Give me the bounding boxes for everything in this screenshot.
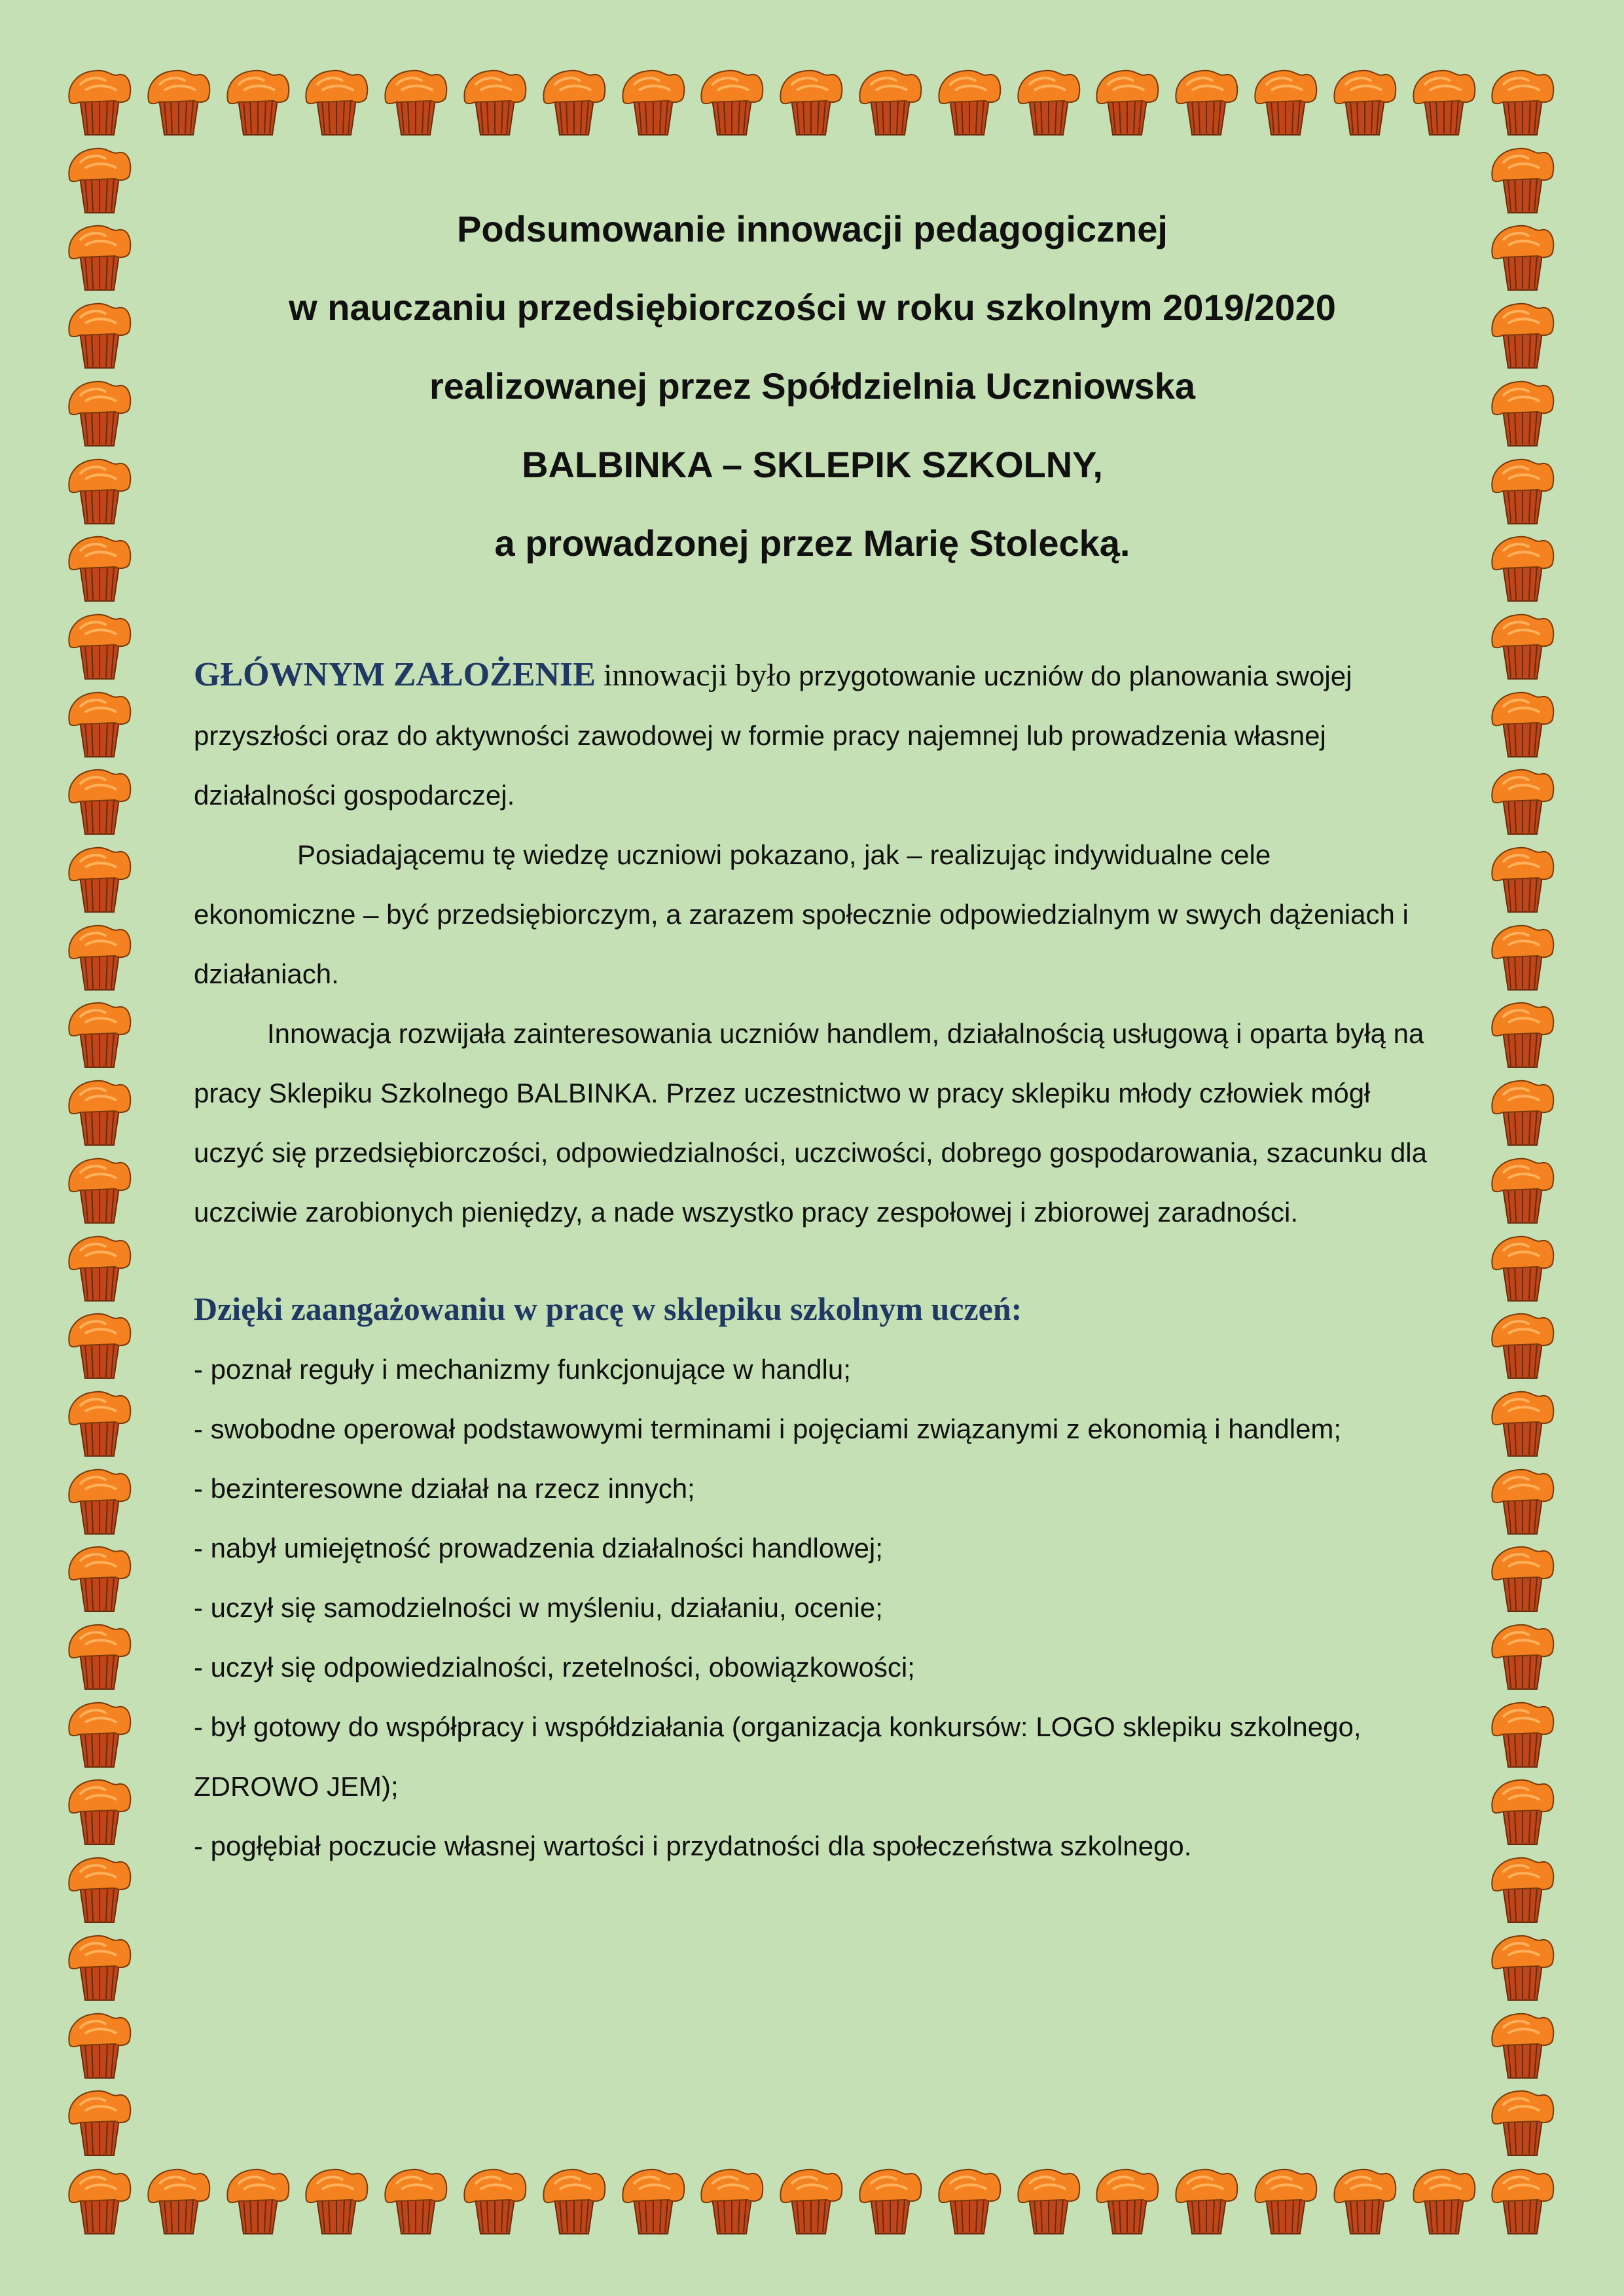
muffin-icon <box>1489 299 1557 371</box>
muffin-icon <box>1489 920 1557 993</box>
muffin-icon <box>777 65 845 137</box>
muffin-icon <box>1252 2164 1320 2236</box>
muffin-icon <box>461 2164 529 2236</box>
muffin-icon <box>1015 2164 1083 2236</box>
muffin-icon <box>65 2164 134 2236</box>
muffin-icon <box>935 2164 1003 2236</box>
muffin-icon <box>1489 1387 1557 1459</box>
muffin-icon <box>65 1231 134 1303</box>
muffin-icon <box>1489 1465 1557 1537</box>
muffin-icon <box>856 2164 924 2236</box>
muffin-icon <box>1489 376 1557 448</box>
intro-serif-part: innowacji było <box>595 658 791 693</box>
muffin-icon <box>856 65 924 137</box>
muffin-icon <box>1489 1775 1557 1847</box>
title-line-2: w nauczaniu przedsiębiorczości w roku szkolnym 2019/2020 <box>289 287 1336 328</box>
muffin-icon <box>65 1853 134 1925</box>
muffin-icon <box>1489 1853 1557 1925</box>
list-item: - poznał reguły i mechanizmy funkcjonujące w handlu; <box>194 1354 851 1385</box>
intro-rest: przygotowanie uczniów do planowania swojej przyszłości oraz do aktywności zawodowej w formie pracy najemnej lub prowadzenia własnej działalności gospodarczej. <box>194 661 1352 811</box>
muffin-icon <box>619 65 687 137</box>
muffin-icon <box>382 2164 450 2236</box>
muffin-icon <box>145 65 213 137</box>
title-block <box>194 190 1431 583</box>
title-line-1: Podsumowanie innowacji pedagogicznej <box>457 208 1168 249</box>
muffin-icon <box>698 2164 766 2236</box>
muffin-icon <box>1489 1698 1557 1770</box>
muffin-icon <box>1489 2086 1557 2158</box>
benefits-list <box>194 1339 1431 1876</box>
muffin-icon <box>65 1620 134 1692</box>
muffin-icon <box>65 920 134 993</box>
muffin-icon <box>1489 221 1557 293</box>
muffin-icon <box>1489 454 1557 526</box>
muffin-icon <box>65 299 134 371</box>
muffin-icon <box>777 2164 845 2236</box>
title-line-5: a prowadzonej przez Marię Stolecką. <box>494 522 1130 564</box>
intro-paragraph <box>194 645 1431 825</box>
muffin-icon <box>65 2009 134 2081</box>
muffin-icon <box>65 2086 134 2158</box>
muffin-icon <box>65 65 134 137</box>
muffin-icon <box>65 1309 134 1381</box>
list-item: - swobodne operował podstawowymi terminami i pojęciami związanymi z ekonomią i handlem; <box>194 1413 1342 1444</box>
muffin-icon <box>1410 2164 1478 2236</box>
muffin-icon <box>65 1465 134 1537</box>
muffin-icon <box>65 532 134 604</box>
list-item: - uczył się samodzielności w myśleniu, działaniu, ocenie; <box>194 1592 883 1623</box>
muffin-icon <box>65 221 134 293</box>
muffin-icon <box>65 1542 134 1614</box>
muffin-icon <box>1489 532 1557 604</box>
muffin-icon <box>461 65 529 137</box>
muffin-icon <box>65 376 134 448</box>
title-line-3: realizowanej przez Spółdzielnia Uczniowska <box>429 365 1196 407</box>
muffin-icon <box>1489 610 1557 682</box>
muffin-icon <box>1410 65 1478 137</box>
muffin-icon <box>382 65 450 137</box>
muffin-icon <box>65 998 134 1070</box>
muffin-icon <box>65 1698 134 1770</box>
muffin-icon <box>935 65 1003 137</box>
section-heading: Dzięki zaangażowaniu w pracę w sklepiku szkolnym uczeń: <box>194 1290 1022 1327</box>
paragraph-3: Innowacja rozwijała zainteresowania uczniów handlem, działalnością usługową i oparta byłą na pracy Sklepiku Szkolnego BALBINKA. Przez uczestnictwo w pracy sklepiku młody człowiek mógł uczyć się przedsiębiorczości, odpowiedzialności, uczciwości, dobrego gospodarowania, szacunku dla uczciwie zarobionych pieniędzy, a nade wszystko pracy zespołowej i zbiorowej zaradności. <box>194 1018 1427 1228</box>
intro-lead: GŁÓWNYM ZAŁOŻENIE <box>194 656 596 693</box>
muffin-icon <box>540 2164 608 2236</box>
muffin-icon <box>65 143 134 215</box>
title-line-4: BALBINKA – SKLEPIK SZKOLNY, <box>522 444 1103 485</box>
muffin-icon <box>302 2164 370 2236</box>
list-item: - bezinteresowne działał na rzecz innych; <box>194 1473 695 1504</box>
muffin-icon <box>1489 1931 1557 2003</box>
list-item: - pogłębiał poczucie własnej wartości i przydatności dla społeczeństwa szkolnego. <box>194 1831 1192 1861</box>
muffin-icon <box>1489 2164 1557 2236</box>
muffin-icon <box>1172 2164 1240 2236</box>
muffin-icon <box>1489 998 1557 1070</box>
muffin-icon <box>1172 65 1240 137</box>
muffin-icon <box>1489 1542 1557 1614</box>
muffin-icon <box>224 2164 292 2236</box>
muffin-icon <box>65 687 134 759</box>
list-item: - uczył się odpowiedzialności, rzetelności, obowiązkowości; <box>194 1652 915 1683</box>
muffin-icon <box>619 2164 687 2236</box>
muffin-icon <box>1489 2009 1557 2081</box>
muffin-icon <box>698 65 766 137</box>
muffin-icon <box>1331 2164 1399 2236</box>
muffin-icon <box>224 65 292 137</box>
list-item: - był gotowy do współpracy i współdziałania (organizacja konkursów: LOGO sklepiku szkolnego, ZDROWO JEM); <box>194 1711 1362 1802</box>
muffin-icon <box>1489 1231 1557 1303</box>
muffin-icon <box>65 454 134 526</box>
list-item: - nabył umiejętność prowadzenia działalności handlowej; <box>194 1533 883 1563</box>
document-body <box>194 190 1431 1876</box>
muffin-icon <box>65 843 134 915</box>
muffin-icon <box>1489 1620 1557 1692</box>
muffin-icon <box>1489 1076 1557 1148</box>
muffin-icon <box>1489 843 1557 915</box>
muffin-icon <box>1093 65 1161 137</box>
muffin-icon <box>145 2164 213 2236</box>
muffin-icon <box>1252 65 1320 137</box>
muffin-icon <box>65 1076 134 1148</box>
muffin-icon <box>1489 765 1557 837</box>
muffin-icon <box>65 610 134 682</box>
paragraph-2: Posiadającemu tę wiedzę uczniowi pokazano, jak – realizując indywidualne cele ekonomiczne – być przedsiębiorczym, a zarazem społecznie odpowiedzialnym w swych dążeniach i działaniach. <box>194 839 1409 989</box>
muffin-icon <box>1015 65 1083 137</box>
muffin-icon <box>65 1931 134 2003</box>
muffin-icon <box>65 1775 134 1847</box>
muffin-icon <box>1093 2164 1161 2236</box>
muffin-icon <box>1489 1309 1557 1381</box>
muffin-icon <box>1489 65 1557 137</box>
muffin-icon <box>1489 1154 1557 1226</box>
muffin-icon <box>302 65 370 137</box>
muffin-icon <box>1331 65 1399 137</box>
muffin-icon <box>65 1387 134 1459</box>
muffin-icon <box>65 765 134 837</box>
muffin-icon <box>1489 143 1557 215</box>
muffin-icon <box>540 65 608 137</box>
muffin-icon <box>65 1154 134 1226</box>
muffin-icon <box>1489 687 1557 759</box>
